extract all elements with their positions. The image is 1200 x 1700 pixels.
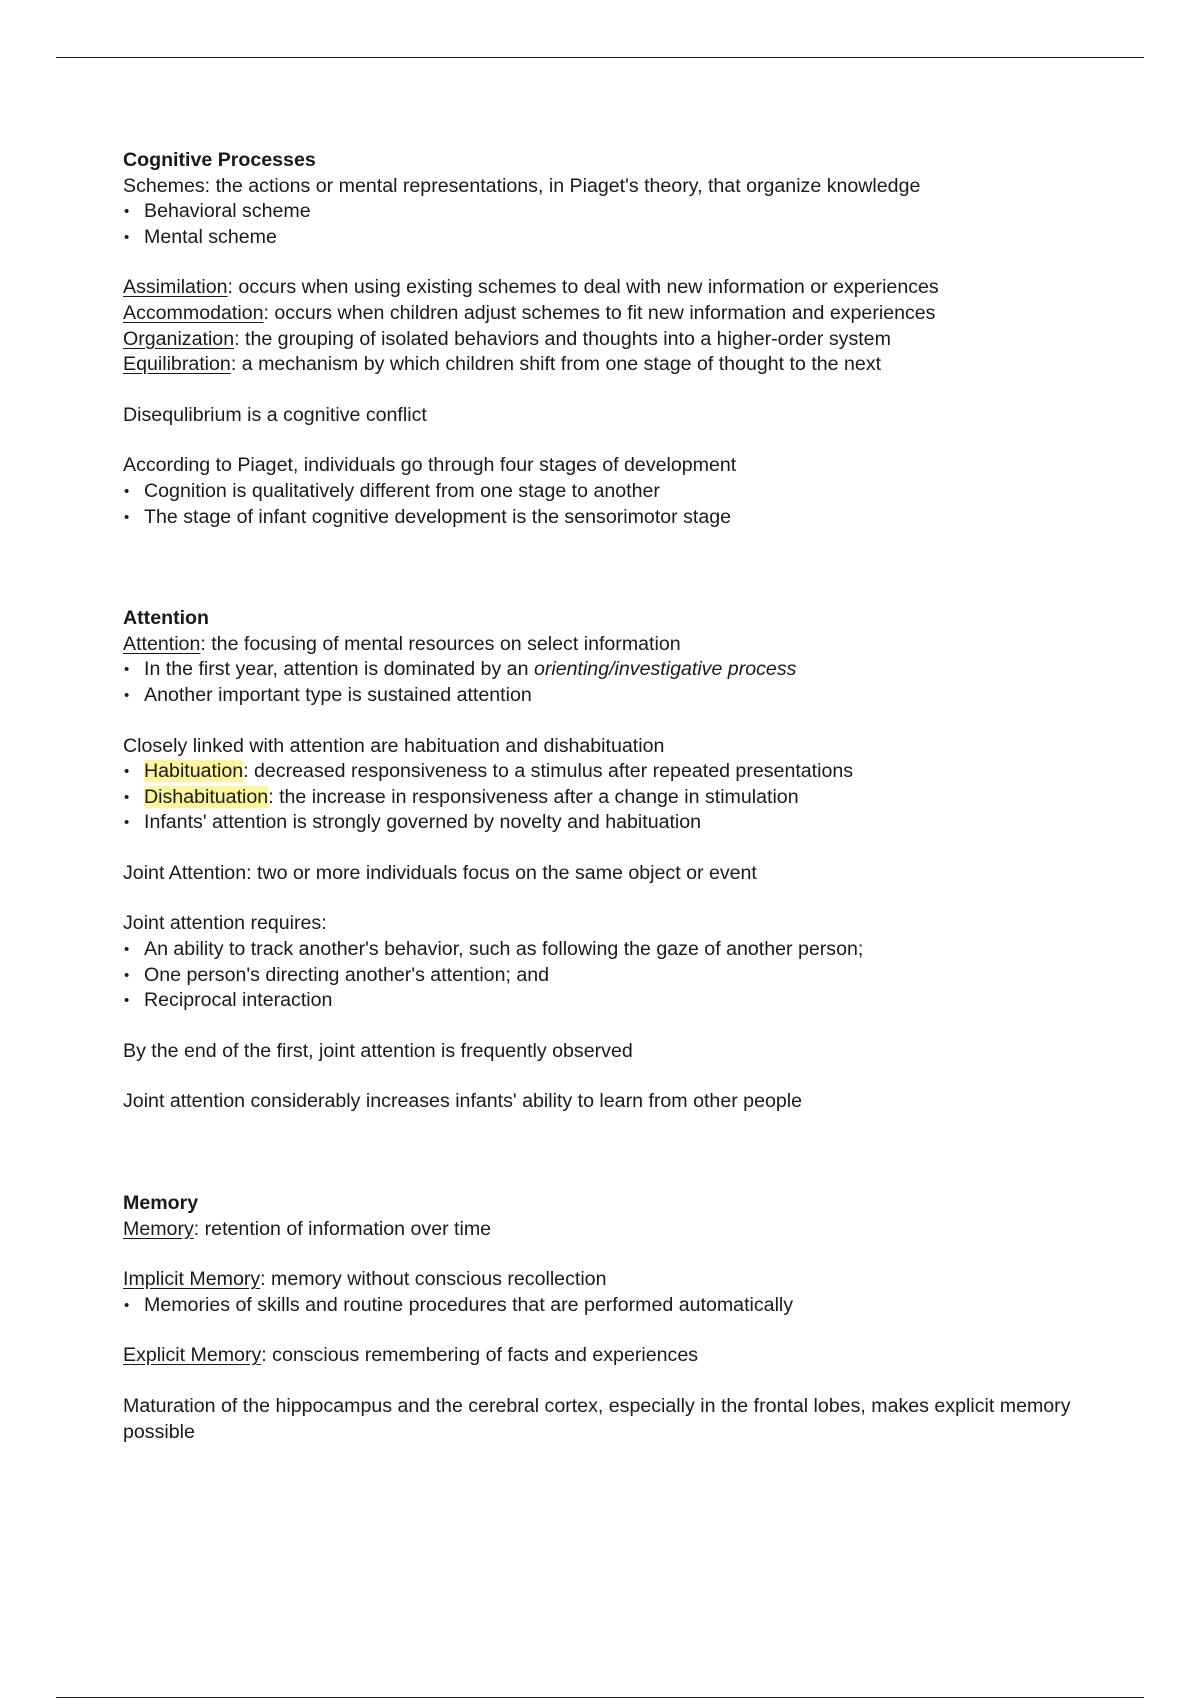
term: Equilibration: [123, 353, 231, 376]
definition-explicit-memory: [123, 1343, 1123, 1369]
definition-assimilation: [123, 275, 1123, 301]
list-item: • Memories of skills and routine procedures that are performed automatically: [123, 1293, 1123, 1319]
definition-text: : memory without conscious recollection: [260, 1268, 607, 1291]
top-rule: [56, 57, 1144, 58]
definition-text: : the increase in responsiveness after a change in stimulation: [268, 785, 799, 808]
definition-text: : retention of information over time: [193, 1217, 492, 1240]
disequilibrium-note: Disequlibrium is a cognitive conflict: [123, 403, 427, 426]
definition-implicit-memory: [123, 1267, 1123, 1293]
maturation-note: Maturation of the hippocampus and the cerebral cortex, especially in the frontal lobes, makes explicit memory possible: [123, 1395, 1071, 1443]
joint-attention-learning-note: Joint attention considerably increases infants' ability to learn from other people: [123, 1090, 803, 1113]
list-item: • An ability to track another's behavior, such as following the gaze of another person;: [123, 937, 1123, 963]
joint-attention-requires: Joint attention requires:: [123, 912, 327, 935]
definition-text: : occurs when children adjust schemes to fit new information and experiences: [263, 301, 936, 324]
section-heading-cognitive: Cognitive Processes: [123, 149, 316, 171]
definition-accommodation: [123, 301, 1123, 327]
list-item: • Cognition is qualitatively different from one stage to another: [123, 479, 1123, 505]
definition-text: : the focusing of mental resources on select information: [200, 632, 681, 655]
definition-attention: [123, 632, 1123, 658]
list-item: [123, 657, 1123, 683]
term: Implicit Memory: [123, 1268, 261, 1291]
stages-intro: According to Piaget, individuals go through four stages of development: [123, 454, 737, 477]
definition-text: : occurs when using existing schemes to deal with new information or experiences: [227, 276, 939, 299]
definition-text: : decreased responsiveness to a stimulus after repeated presentations: [243, 760, 854, 783]
term: Organization: [123, 327, 235, 350]
term: Explicit Memory: [123, 1344, 262, 1367]
highlighted-term: Habituation: [144, 760, 244, 783]
section-heading-attention: Attention: [123, 607, 209, 630]
habituation-intro: Closely linked with attention are habituation and dishabituation: [123, 734, 665, 757]
term: Attention: [123, 632, 201, 655]
list-item: • Behavioral scheme: [123, 199, 1123, 225]
schemes-definition: Schemes: the actions or mental representations, in Piaget's theory, that organize knowledge: [123, 174, 921, 197]
list-item: • Mental scheme: [123, 225, 1123, 251]
bottom-rule: [56, 1697, 1144, 1698]
section-heading-memory: Memory: [123, 1192, 199, 1215]
emphasis-text: orienting/investigative process: [533, 658, 797, 681]
definition-memory: [123, 1217, 1123, 1243]
highlighted-term: Dishabituation: [144, 785, 269, 808]
list-item: [123, 785, 1123, 811]
list-item: • Another important type is sustained attention: [123, 683, 1123, 709]
list-item: • Reciprocal interaction: [123, 988, 1123, 1014]
list-item: • Infants' attention is strongly governed by novelty and habituation: [123, 810, 1123, 836]
definition-text: : the grouping of isolated behaviors and thoughts into a higher-order system: [234, 327, 891, 350]
term: Assimilation: [123, 276, 228, 299]
list-item: • The stage of infant cognitive development is the sensorimotor stage: [123, 505, 1123, 531]
definition-equilibration: [123, 352, 1123, 378]
end-of-first-year-note: By the end of the first, joint attention is frequently observed: [123, 1039, 633, 1062]
bullet-text: In the first year, attention is dominated by an: [144, 658, 534, 681]
list-item: • One person's directing another's attention; and: [123, 963, 1123, 989]
joint-attention-definition: Joint Attention: two or more individuals focus on the same object or event: [123, 861, 757, 884]
term: Accommodation: [123, 301, 264, 324]
term: Memory: [123, 1217, 194, 1240]
list-item: [123, 759, 1123, 785]
definition-text: : conscious remembering of facts and experiences: [261, 1344, 699, 1367]
definition-organization: [123, 327, 1123, 353]
definition-text: : a mechanism by which children shift from one stage of thought to the next: [230, 353, 882, 376]
document-body: [123, 148, 1123, 1445]
